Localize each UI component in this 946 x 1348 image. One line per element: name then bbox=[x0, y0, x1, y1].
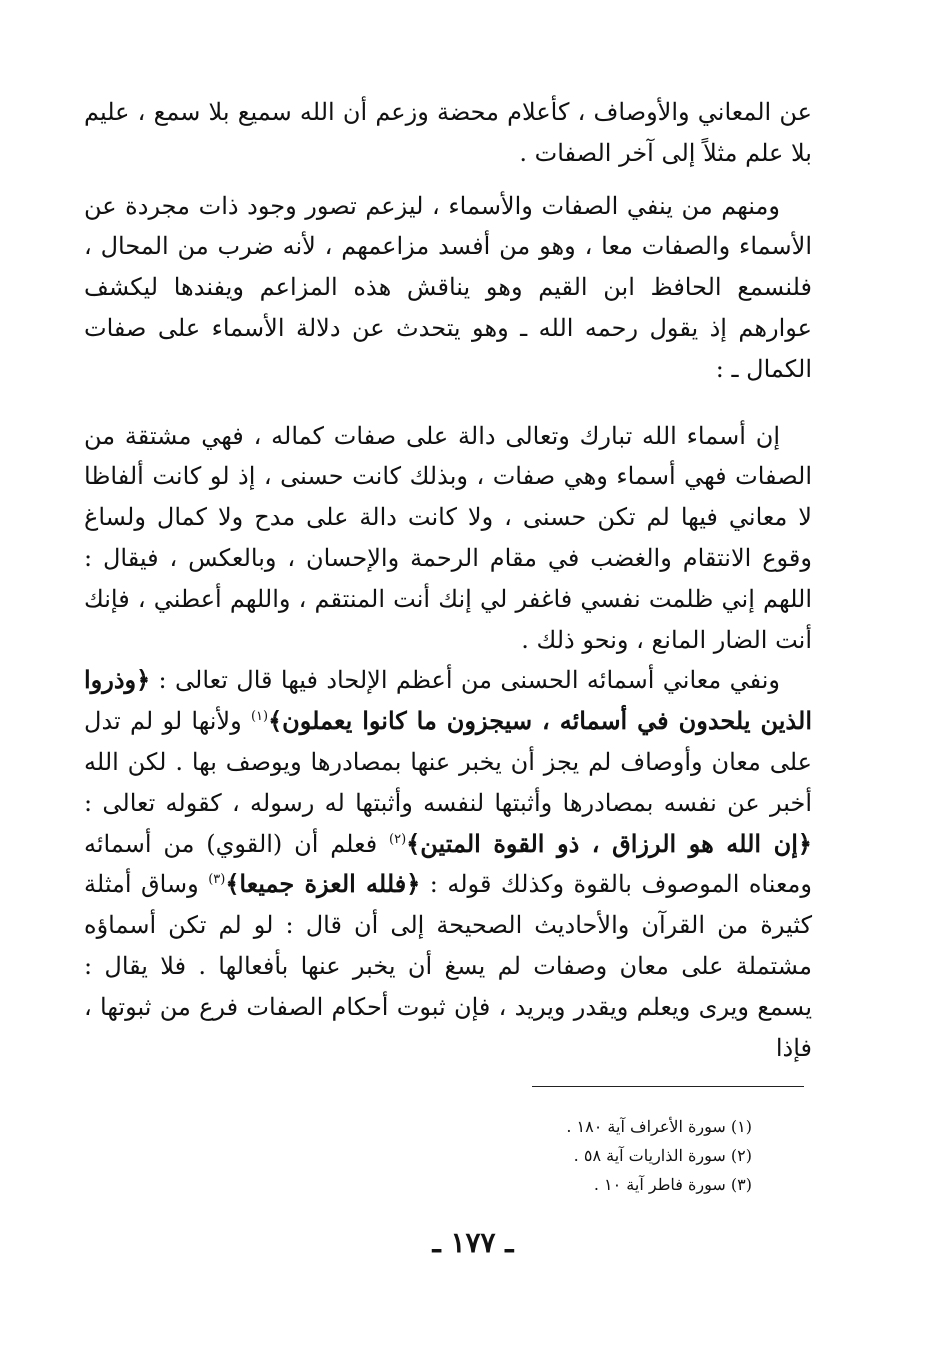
quran-verse-1: ﴿وذروا الذين يلحدون في أسمائه ، سيجزون ما كانوا يعملون﴾ bbox=[84, 665, 813, 736]
paragraph-4 bbox=[84, 660, 812, 1068]
footnote-ref-3: (٣) bbox=[208, 872, 226, 888]
paragraph-3-quote: إن أسماء الله تبارك وتعالى دالة على صفات كماله ، فهي مشتقة من الصفات فهي أسماء وهي صفات ، وبذلك كانت حسنى ، إذ لو كانت ألفاظا لا معاني فيها لم تكن حسنى ، ولا كانت دالة على مدح ولا كمال ولساغ وقوع الانتقام والغضب في مقام الرحمة والإحسان ، وبالعكس ، فيقال : اللهم إني ظلمت نفسي فاغفر لي إنك أنت المنتقم ، واللهم أعطني ، فإنك أنت الضار المانع ، ونحو ذلك . bbox=[84, 421, 812, 654]
main-text bbox=[84, 92, 812, 1068]
footnote-divider bbox=[532, 1086, 804, 1087]
page-number: ـ ١٧٧ ـ bbox=[432, 1226, 514, 1259]
footnote-1: (١) سورة الأعراف آية ١٨٠ . bbox=[566, 1117, 752, 1136]
paragraph-2: ومنهم من ينفي الصفات والأسماء ، ليزعم تصور وجود ذات مجردة عن الأسماء والصفات معا ، وهو من أفسد مزاعمهم ، لأنه ضرب من المحال ، فلنسمع الحافظ ابن القيم وهو يناقش هذه المزاعم ويفندها ليكشف عوارهم إذ يقول رحمه الله ـ وهو يتحدث عن دلالة الأسماء على صفات الكمال ـ : bbox=[84, 191, 812, 383]
text-segment: ونفي معاني أسمائه الحسنى من أعظم الإلحاد فيها قال تعالى : bbox=[150, 666, 780, 695]
text-segment: ولأنها لو لم تدل على معان وأوصاف لم يجز أن يخبر عنها بمصادرها ويوصف بها . لكن الله أخبر عن نفسه بمصادرها وأثبتها لنفسه وأثبتها له رسوله ، كقوله تعالى : bbox=[84, 707, 812, 817]
quran-verse-3: ﴿فلله العزة جميعا﴾ bbox=[225, 869, 421, 899]
paragraph-1: عن المعاني والأوصاف ، كأعلام محضة وزعم أن الله سميع بلا سمع ، عليم بلا علم مثلاً إلى آخر الصفات . bbox=[84, 98, 812, 167]
footnote-3: (٣) سورة فاطر آية ١٠ . bbox=[593, 1175, 752, 1194]
footnote-2: (٢) سورة الذاريات آية ٥٨ . bbox=[573, 1146, 752, 1165]
quran-verse-2: ﴿إن الله هو الرزاق ، ذو القوة المتين﴾ bbox=[406, 828, 812, 858]
footnote-ref-1: (١) bbox=[250, 709, 269, 725]
text-segment: وساق أمثلة كثيرة من القرآن والأحاديث الصحيحة إلى أن قال : لو لم تكن أسماؤه مشتملة على معان وصفات لم يسغ أن يخبر عنها بأفعالها . فلا يقال : يسمع ويرى ويعلم ويقدر ويريد ، فإن ثبوت أحكام الصفات فرع من ثبوتها ، فإذا bbox=[84, 870, 812, 1062]
text-segment: فعلم أن (القوي) من أسمائه ومعناه الموصوف بالقوة وكذلك قوله : bbox=[84, 829, 812, 899]
footnote-ref-2: (٢) bbox=[389, 831, 407, 847]
footnotes bbox=[452, 1112, 752, 1199]
